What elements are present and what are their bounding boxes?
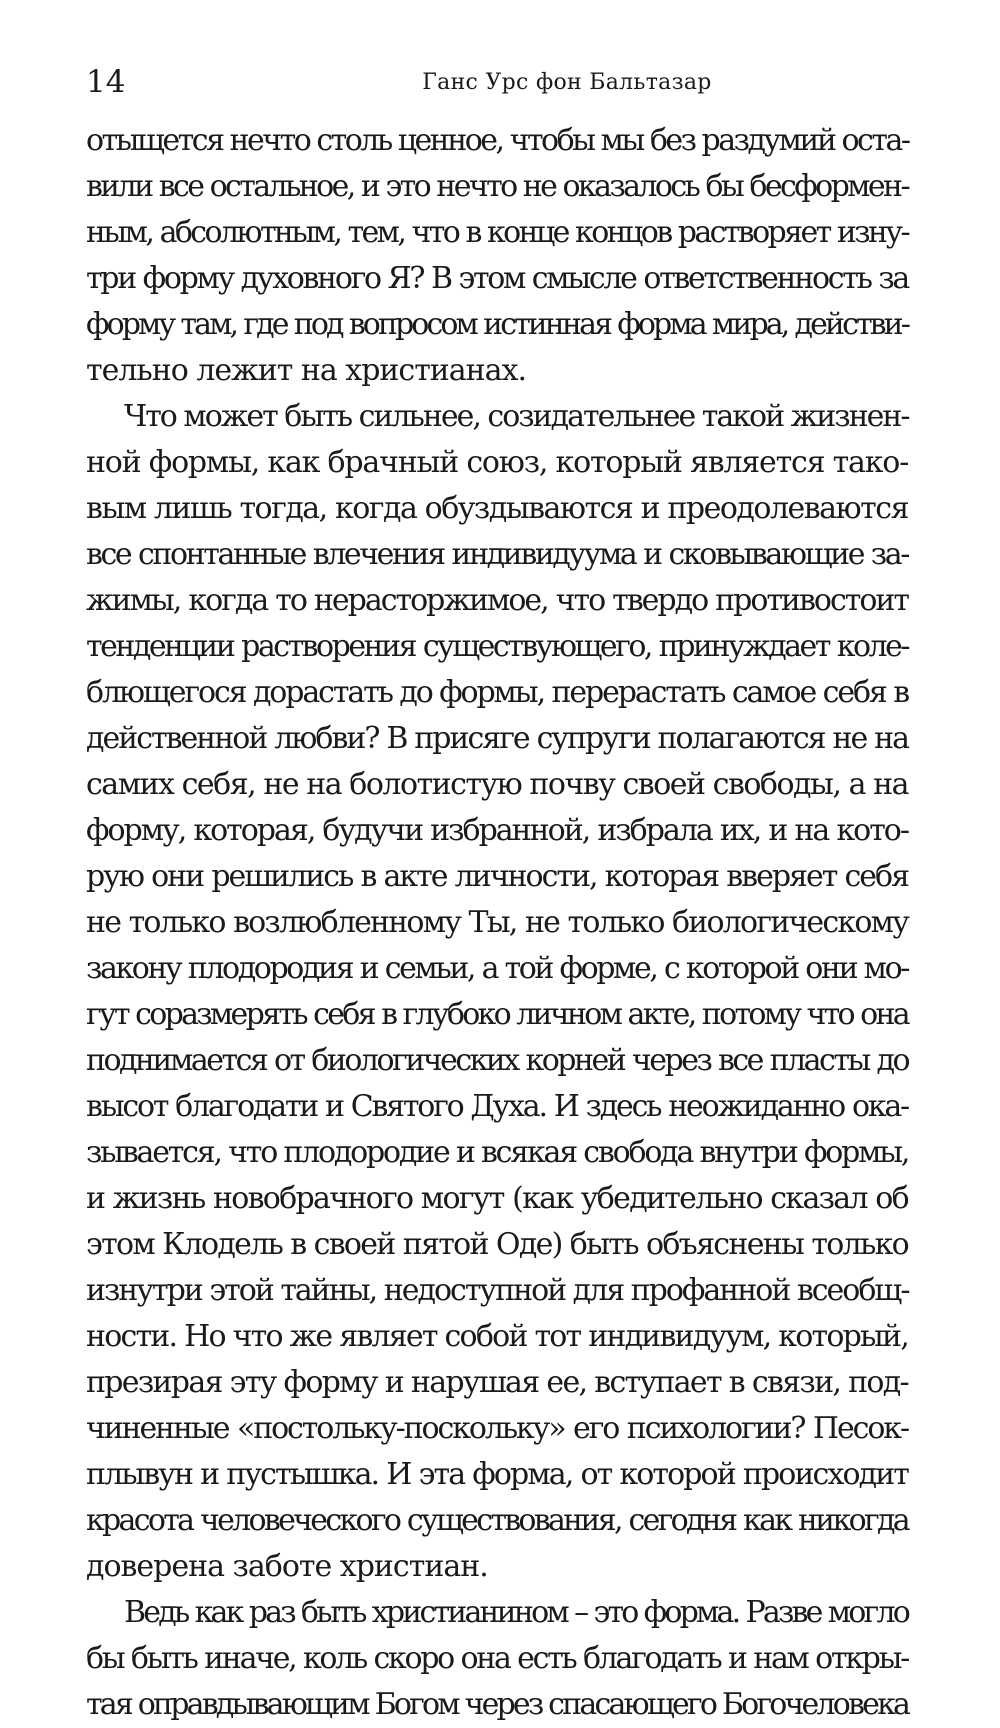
text-line: доверена заботе христиан. [86, 1549, 488, 1584]
text-line: три форму духовного Я? В этом смысле ответственность за [86, 261, 908, 296]
text-line: рую они решились в акте личности, которая вверяет себя [86, 859, 908, 894]
text-line: презирая эту форму и нарушая ее, вступает в связи, под- [86, 1365, 908, 1400]
text-line: Что может быть сильнее, созидательнее такой жизнен- [124, 399, 909, 434]
text-line: гут соразмерять себя в глубоко личном акте, потому что она [86, 997, 908, 1032]
text-line: плывун и пустышка. И эта форма, от которой происходит [86, 1457, 908, 1492]
text-line: красота человеческого существования, сегодня как никогда [86, 1503, 908, 1538]
text-line: жимы, когда то нерасторжимое, что твердо противостоит [86, 583, 908, 618]
text-line: все спонтанные влечения индивидуума и сковывающие за- [86, 537, 908, 572]
text-line: ности. Но что же являет собой тот индивидуум, который, [86, 1319, 908, 1354]
text-line: бы быть иначе, коль скоро она есть благодать и нам откры- [86, 1641, 908, 1676]
text-line: зывается, что плодородие и всякая свобода внутри формы, [86, 1135, 909, 1170]
text-line: блющегося дорастать до формы, перерастать самое себя в [86, 675, 908, 710]
paragraph-2 [86, 394, 908, 1590]
text-line: чиненные «постольку-поскольку» его психологии? Песок- [86, 1411, 908, 1446]
text-line: и жизнь новобрачного могут (как убедительно сказал об [86, 1181, 908, 1216]
paragraph-1 [86, 118, 908, 394]
running-head [86, 64, 908, 104]
paragraph-3 [86, 1590, 908, 1728]
text-line: ной формы, как брачный союз, который является тако- [86, 445, 909, 480]
text-line: поднимается от биологических корней через все пласты до [86, 1043, 908, 1078]
text-line: этом Клодель в своей пятой Оде) быть объяснены только [86, 1227, 908, 1262]
text-line: форму, которая, будучи избранной, избрала их, и на кото- [86, 813, 908, 848]
text-line: высот благодати и Святого Духа. И здесь неожиданно ока- [86, 1089, 908, 1124]
text-line: самих себя, не на болотистую почву своей свободы, а на [86, 767, 908, 802]
text-line: тенденции растворения существующего, принуждает коле- [86, 629, 908, 664]
text-line: вили все остальное, и это нечто не оказалось бы бесформен- [86, 169, 908, 204]
text-line: действенной любви? В присяге супруги полагаются не на [86, 721, 908, 756]
text-line: тельно лежит на христианах. [86, 353, 527, 388]
text-line: закону плодородия и семьи, а той форме, с которой они мо- [86, 951, 908, 986]
text-line: не только возлюбленному Ты, не только биологическому [86, 905, 908, 940]
text-line: изнутри этой тайны, недоступной для профанной всеобщ- [86, 1273, 909, 1308]
body-text [86, 118, 908, 1728]
text-line: ным, абсолютным, тем, что в конце концов растворяет изну- [86, 215, 908, 250]
page-number: 14 [86, 64, 126, 100]
text-line: вым лишь тогда, когда обуздываются и преодолеваются [86, 491, 908, 526]
text-line: отыщется нечто столь ценное, чтобы мы без раздумий оста- [86, 123, 909, 158]
text-line: Ведь как раз быть христианином – это форма. Разве могло [124, 1595, 908, 1630]
running-title: Ганс Урс фон Бальтазар [422, 70, 712, 95]
text-line: форму там, где под вопросом истинная форма мира, действи- [86, 307, 908, 342]
text-line: тая оправдывающим Богом через спасающего Богочеловека [86, 1687, 909, 1722]
